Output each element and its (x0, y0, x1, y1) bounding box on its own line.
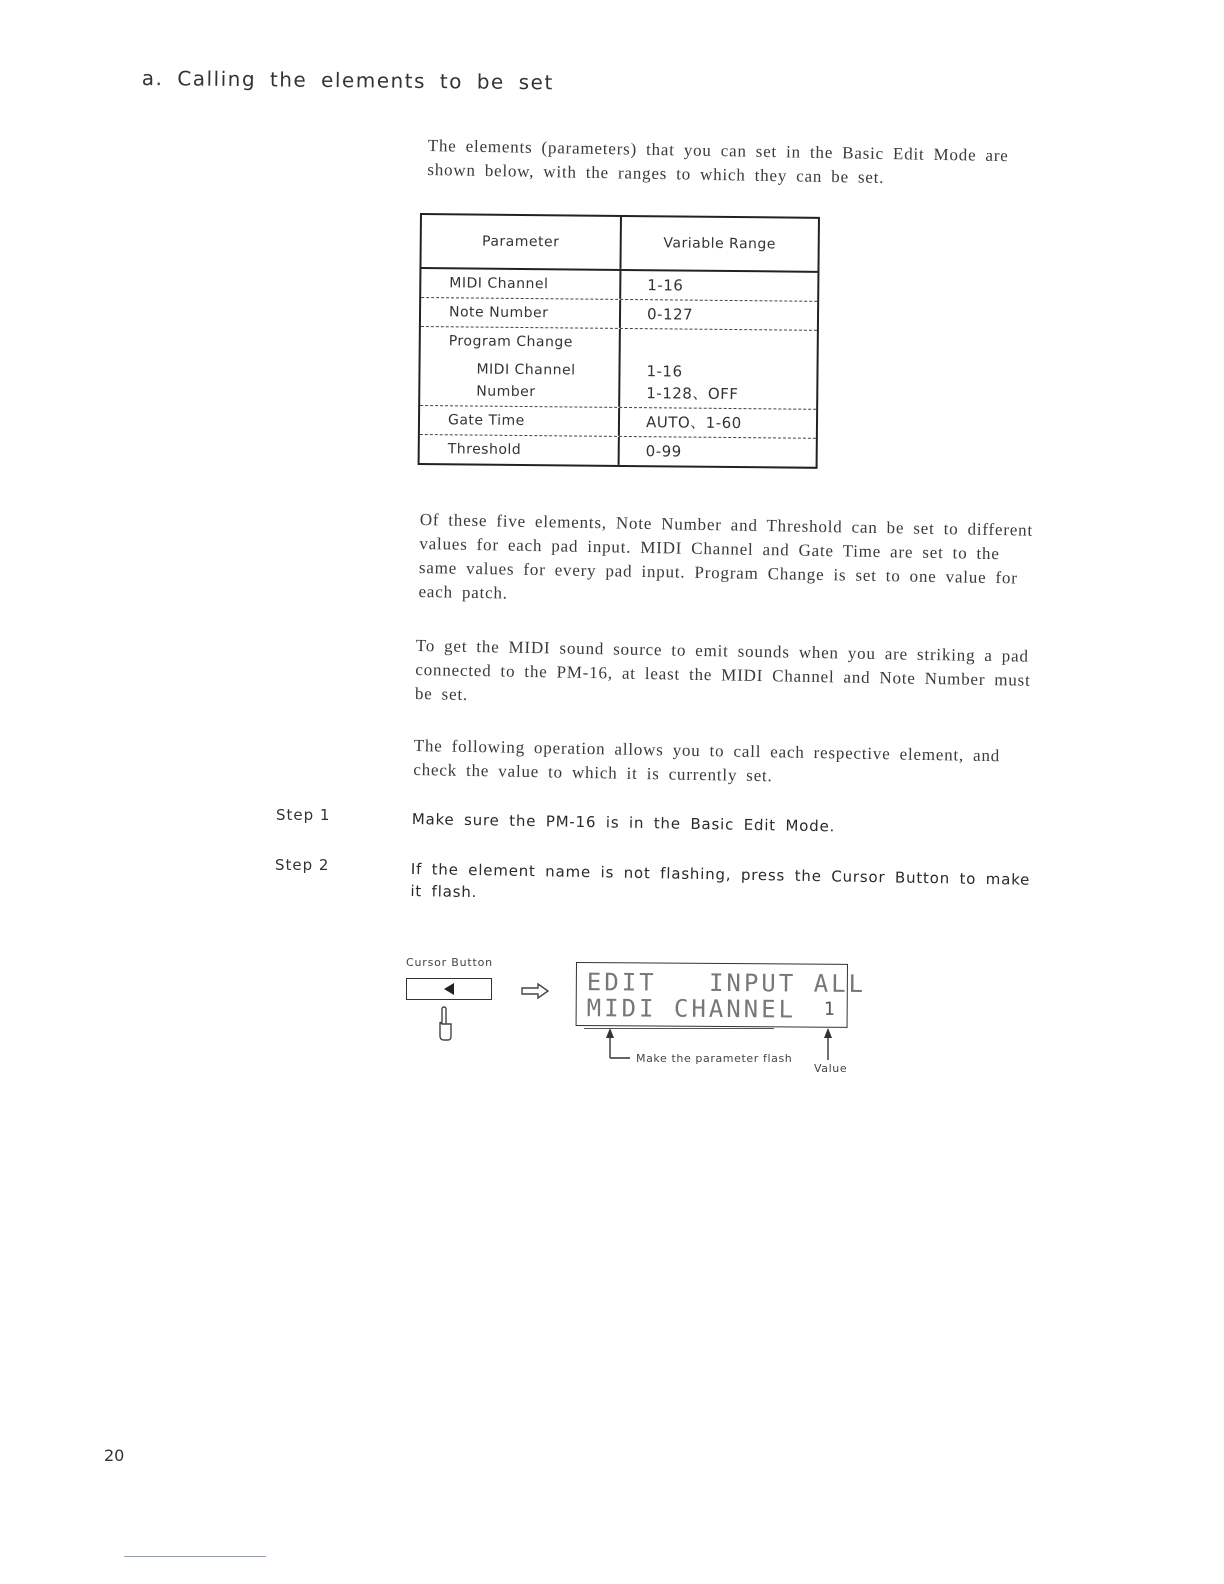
range-cell: 0-127 (619, 300, 817, 330)
lcd-line-2: MIDI CHANNEL (586, 994, 797, 1024)
table-row (420, 406, 816, 439)
header-parameter: Parameter (481, 233, 560, 251)
cursor-button[interactable] (406, 978, 492, 1000)
table-row (421, 269, 817, 302)
paragraph-minimum-settings: To get the MIDI sound source to emit sounds when you are striking a pad connected to the PM-16, at least the MIDI Channel and Note Number must be set. (414, 635, 1031, 704)
cursor-button-label: Cursor Button (406, 956, 493, 969)
table-row (420, 327, 817, 410)
parameter-pointer-arrow-icon (604, 1026, 634, 1062)
parameter-cell: Gate Time (447, 412, 525, 430)
parameter-cell: MIDI Channel (449, 275, 549, 293)
range-cell: 1-16 (619, 271, 817, 301)
value-pointer-arrow-icon (822, 1026, 834, 1062)
lcd-value: 1 (823, 998, 835, 1020)
pointing-hand-icon (436, 1006, 454, 1042)
sub-range-value: 1-128、OFF (646, 384, 739, 404)
table-header (421, 215, 818, 273)
sub-parameter-label: Number (476, 383, 536, 401)
step-1-text: Make sure the PM-16 is in the Basic Edit Mode. (411, 809, 836, 836)
page-number: 20 (104, 1446, 125, 1465)
lcd-line-1: EDIT INPUT ALL (586, 968, 867, 999)
step-2-text: If the element name is not flashing, press the Cursor Button to make it flash. (410, 859, 1031, 902)
parameter-group-label: Program Change (448, 333, 573, 351)
left-arrow-icon (442, 983, 456, 995)
header-variable-range: Variable Range (619, 217, 817, 271)
table-row (421, 298, 817, 331)
paragraph-operation-intro: The following operation allows you to call each respective element, and check the value to which it is currently set. (413, 735, 1001, 786)
range-cell (618, 329, 817, 409)
sub-range-value: 1-16 (646, 362, 683, 381)
right-arrow-icon (520, 982, 550, 1000)
scan-artifact-line (124, 1556, 266, 1557)
step-1-label: Step 1 (276, 806, 331, 824)
value-note: Value (814, 1062, 848, 1075)
parameter-flash-note: Make the parameter flash (636, 1052, 793, 1065)
range-cell: 0-99 (618, 437, 816, 467)
step-2-label: Step 2 (275, 856, 330, 874)
parameter-cell (420, 327, 619, 407)
paragraph-element-scope: Of these five elements, Note Number and Threshold can be set to different values for each pad input. MIDI Channel and Gate Time are set to the same values for every pad input. Program Change is set to one value for each patch. (418, 509, 1034, 603)
range-cell: AUTO、1-60 (618, 408, 816, 438)
parameter-cell: Note Number (448, 304, 549, 322)
parameter-table (418, 213, 820, 469)
sub-parameter-label: MIDI Channel (476, 361, 576, 379)
lcd-display (576, 962, 867, 1028)
table-row (420, 435, 816, 467)
section-title: a. Calling the elements to be set (141, 66, 554, 95)
parameter-cell: Threshold (447, 441, 522, 458)
intro-paragraph: The elements (parameters) that you can set in the Basic Edit Mode are shown below, with the ranges to which they can be set. (427, 135, 1009, 187)
